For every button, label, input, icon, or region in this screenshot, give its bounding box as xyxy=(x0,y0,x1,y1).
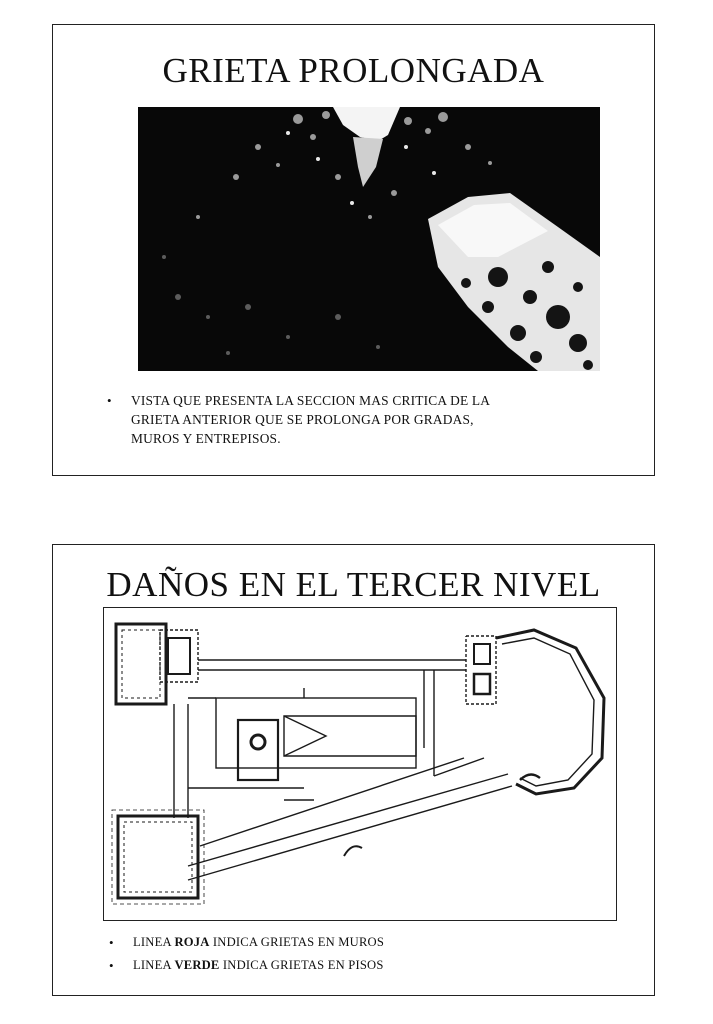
slide-title: DAÑOS EN EL TERCER NIVEL xyxy=(106,565,601,604)
bullet-suffix: INDICA GRIETAS EN PISOS xyxy=(219,958,384,972)
bullet-strong: ROJA xyxy=(174,935,210,949)
bullet-strong: VERDE xyxy=(174,958,220,972)
bullet-line: VISTA QUE PRESENTA LA SECCION MAS CRITICA DE LA xyxy=(131,393,491,408)
list-item xyxy=(109,931,589,954)
bullet-line: GRIETA ANTERIOR QUE SE PROLONGA POR GRADAS, xyxy=(131,412,474,427)
list-item xyxy=(109,954,589,977)
bullet-prefix: LINEA xyxy=(133,958,175,972)
slide-danos-tercer-nivel xyxy=(52,544,655,996)
bullet-suffix: INDICA GRIETAS EN MUROS xyxy=(209,935,385,949)
slide-title: GRIETA PROLONGADA xyxy=(162,51,545,90)
bullet-prefix: LINEA xyxy=(133,935,175,949)
slide-grieta-prolongada xyxy=(52,24,655,476)
bullet-list xyxy=(109,931,589,977)
crack-photo xyxy=(138,107,600,371)
floor-plan xyxy=(103,607,617,921)
crack-photo-graphic xyxy=(138,107,600,371)
floor-plan-drawing xyxy=(104,608,616,920)
bullet-line: MUROS Y ENTREPISOS. xyxy=(131,431,281,446)
list-item xyxy=(107,391,607,448)
bullet-list xyxy=(107,391,607,448)
